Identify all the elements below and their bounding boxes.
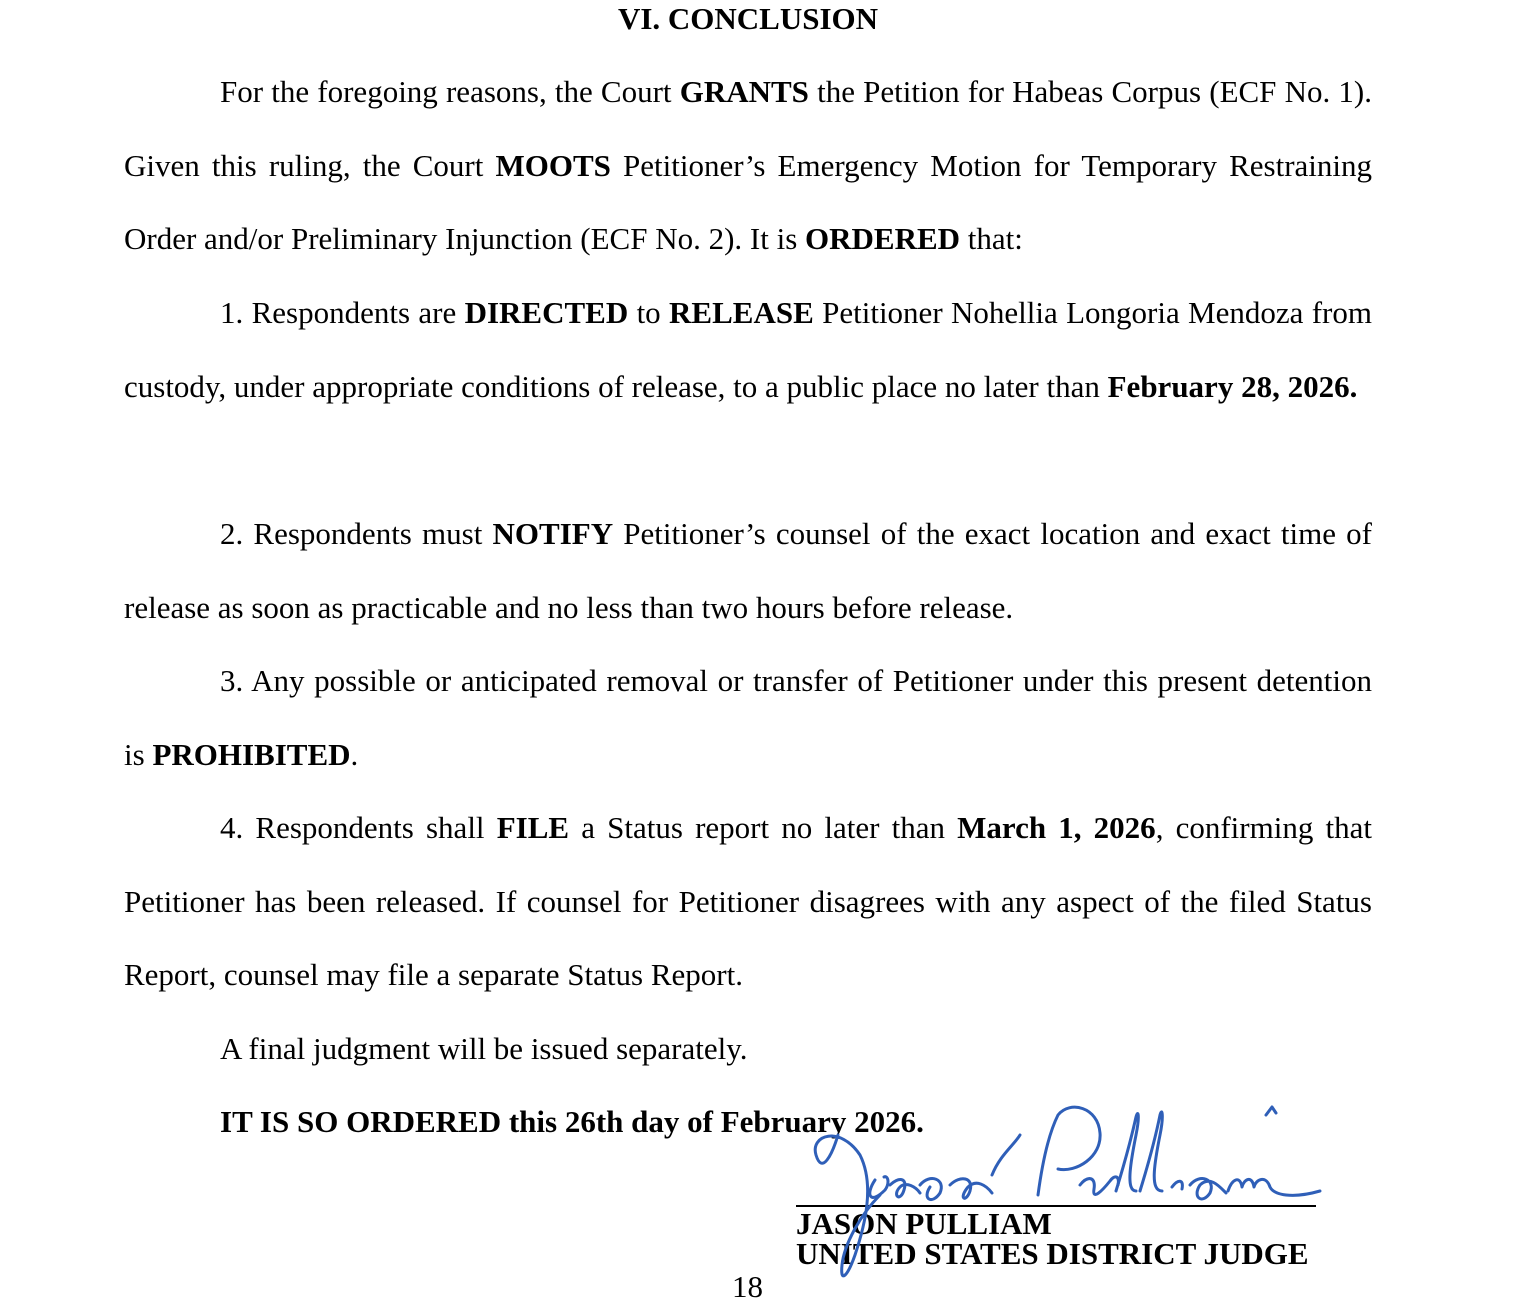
bold-run: PROHIBITED <box>152 736 351 772</box>
final-judgment-note: A final judgment will be issued separately. <box>220 1031 748 1066</box>
text-run: , confirming that Petitioner has been released. If counsel for Petitioner disagrees with any aspect of the filed Status Report, counsel may file a separate Status Report. <box>124 810 1372 993</box>
order-item-1 <box>124 276 1372 423</box>
text-run: Petitioner’s counsel of the exact location and exact time of release as soon as practicable and no less than two hours before release. <box>124 516 1372 625</box>
bold-run: DIRECTED <box>464 295 629 330</box>
text-run: the Petition for Habeas Corpus (ECF No. 1). Given this ruling, the Court <box>124 74 1372 183</box>
order-item-3 <box>124 644 1372 791</box>
text-run: 4. Respondents shall <box>220 810 497 845</box>
text-run: a Status report no later than <box>569 810 958 845</box>
paragraph-conclusion <box>124 55 1372 276</box>
judge-title: UNITED STATES DISTRICT JUDGE <box>796 1236 1309 1271</box>
bold-run: GRANTS <box>679 74 809 109</box>
bold-run: FILE <box>496 810 570 845</box>
bold-run: ORDERED <box>805 221 961 257</box>
handwritten-signature <box>780 1095 1340 1288</box>
bold-run: February 28, 2026. <box>1107 368 1358 404</box>
bold-run: NOTIFY <box>492 516 614 551</box>
judge-name: JASON PULLIAM <box>796 1206 1052 1241</box>
section-heading: VI. CONCLUSION <box>617 1 879 36</box>
text-run: . <box>350 736 359 772</box>
text-run: to <box>628 295 670 330</box>
bold-run: MOOTS <box>495 147 611 183</box>
text-run: 2. Respondents must <box>220 516 493 551</box>
text-run: For the foregoing reasons, the Court <box>220 74 680 109</box>
text-run: 1. Respondents are <box>220 295 465 330</box>
order-item-4 <box>124 791 1372 1012</box>
text-run: Petitioner Nohellia Longoria Mendoza from custody, under appropriate conditions of release, to a public place no later than <box>124 295 1372 404</box>
bold-run: March 1, 2026 <box>957 810 1156 845</box>
text-run: Petitioner’s Emergency Motion for Temporary Restraining Order and/or Preliminary Injunction (ECF No. 2). It is <box>124 147 1372 257</box>
text-run: 3. Any possible or anticipated removal or transfer of Petitioner under this present detention is <box>124 663 1372 772</box>
order-item-2 <box>124 497 1372 644</box>
bold-run: RELEASE <box>669 295 814 330</box>
text-run: that: <box>960 221 1023 257</box>
so-ordered-line: IT IS SO ORDERED this 26th day of February 2026. <box>220 1104 924 1139</box>
page-number: 18 <box>732 1269 763 1304</box>
